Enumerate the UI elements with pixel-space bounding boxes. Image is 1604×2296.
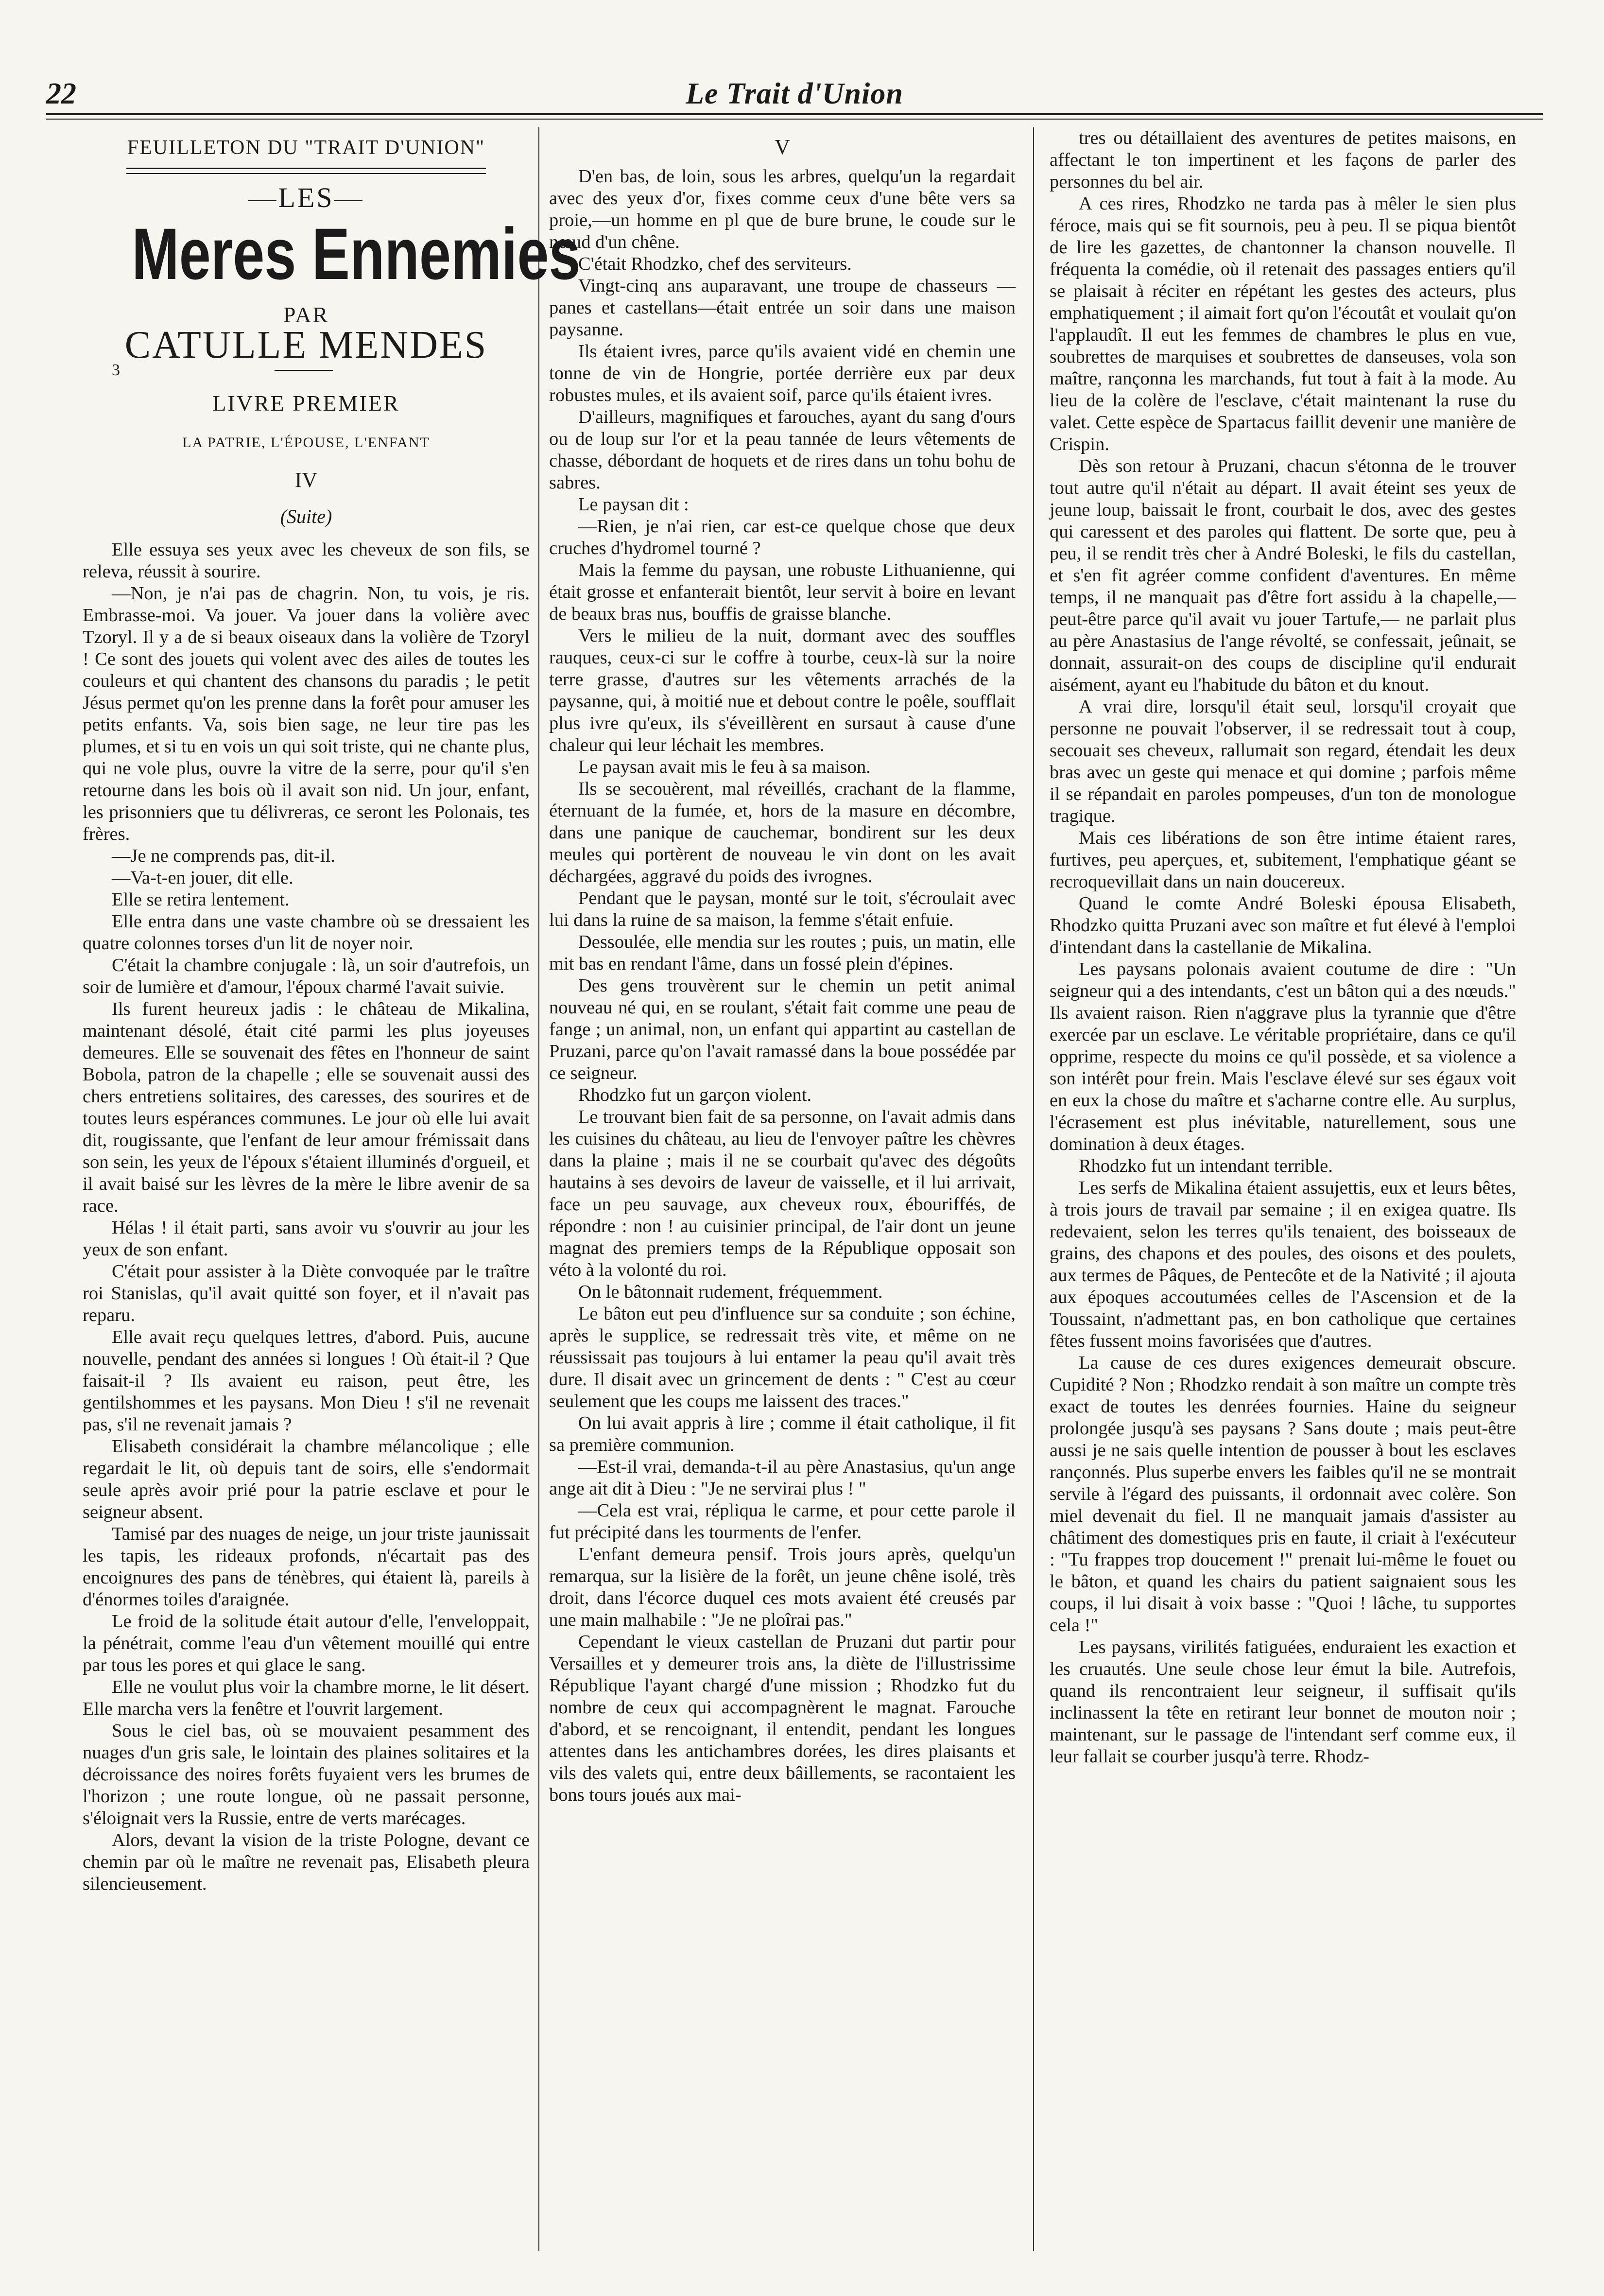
paragraph: D'ailleurs, magnifiques et farouches, ayant du sang d'ours ou de loup sur l'or et la peau tannée de leurs vêtements de chasse, débordant de hoquets et de rires dans un tohu bohu de sabres. bbox=[549, 407, 1016, 493]
paragraph: Dessoulée, elle mendia sur les routes ; puis, un matin, elle mit bas en rendant l'âme, dans un fossé plein d'épines. bbox=[549, 932, 1016, 974]
title-les: —LES— bbox=[248, 182, 364, 213]
continued-label: (Suite) bbox=[280, 505, 332, 527]
paragraph: Alors, devant la vision de la triste Pologne, devant ce chemin par où le maître ne revenait pas, Elisabeth pleura silencieusement. bbox=[83, 1830, 530, 1894]
by-label: PAR bbox=[283, 302, 329, 327]
paragraph: A vrai dire, lorsqu'il était seul, lorsqu'il croyait que personne ne pouvait l'observer, il se redressait tout à coup, secouait ses cheveux, rallumait son regard, étendait les deux bras avec un geste qui menace et qui domine ; parfois même il se répandait en paroles pompeuses, d'un ton de monologue tragique. bbox=[1050, 696, 1516, 826]
paragraph: D'en bas, de loin, sous les arbres, quelqu'un la regardait avec des yeux d'or, fixes comme ceux d'une bête vers sa proie,—un homme en pl que de bure brune, le coude sur le nœud d'un chêne. bbox=[549, 166, 1016, 252]
divider bbox=[275, 370, 333, 371]
paragraph: —Non, je n'ai pas de chagrin. Non, tu vois, je ris. Embrasse-moi. Va jouer. Va jouer dans la volière avec Tzoryl. Il y a de si beaux oiseaux dans la volière de Tzoryl ! Ce sont des jouets qui volent avec des ailes de toutes les couleurs et qui chantent des chansons du paradis ; le petit Jésus permet qu'on les prenne dans la forêt pour amuser les petits enfants. Va, sois bien sage, ne leur tire pas les plumes, et si tu en vois un qui soit triste, qui ne chante plus, qui ne vole plus, ouvre la vitre de la serre, pour qu'il s'en retourne dans les bois où il avait son nid. Un jour, enfant, les prisonniers que tu délivreras, ce seront les Polonais, tes frères. bbox=[83, 583, 530, 844]
paragraph: Pendant que le paysan, monté sur le toit, s'écroulait avec lui dans la ruine de sa maison, la femme s'était enfuie. bbox=[549, 888, 1016, 930]
paragraph: —Est-il vrai, demanda-t-il au père Anastasius, qu'un ange ange ait dit à Dieu : "Je ne servirai plus ! " bbox=[549, 1457, 1016, 1499]
column-3 bbox=[1050, 127, 1516, 2256]
paragraph: Dès son retour à Pruzani, chacun s'étonna de le trouver tout autre qu'il n'était au départ. Il avait éteint ses yeux de jeune loup, baissait le front, courbait le dos, avec des gestes qui caressent et des paroles qui flattent. De sorte que, peu à peu, il se rendit très cher à André Boleski, le fils du castellan, et s'en fit agréer comme confident d'aventures. En même temps, il ne manquait pas d'être fort assidu à la chapelle,— peut-être parce qu'il avait vu jouer Tartufe,— ne parlait plus au père Anastasius de l'ange révolté, se confessait, jeûnait, se donnait, assurait-on des coups de discipline qu'il endurait aisément, ayant eu l'habitude du bâton et du knout. bbox=[1050, 456, 1516, 695]
paragraph: Elle ne voulut plus voir la chambre morne, le lit désert. Elle marcha vers la fenêtre et l'ouvrit largement. bbox=[83, 1677, 530, 1719]
paragraph: Mais ces libérations de son être intime étaient rares, furtives, peu aperçues, et, subitement, l'emphatique géant se recroquevillait dans un nain doucereux. bbox=[1050, 828, 1516, 892]
journal-title: Le Trait d'Union bbox=[686, 77, 903, 110]
paragraph: Ils se secouèrent, mal réveillés, crachant de la flamme, éternuant de la fumée, et, hors de la masure en décombre, dans une panique de cauchemar, bondirent sur les deux meules qui portèrent de nouveau le vin dont on les avait déchargées, aggravé du poids des ivrognes. bbox=[549, 779, 1016, 887]
paragraph: C'était pour assister à la Diète convoquée par le traître roi Stanislas, qu'il avait quitté son foyer, et il n'avait pas reparu. bbox=[83, 1261, 530, 1325]
feuilleton-heading: FEUILLETON DU "TRAIT D'UNION" bbox=[127, 137, 485, 159]
column-3-body bbox=[1050, 127, 1516, 1768]
installment-row bbox=[83, 359, 530, 388]
page-number: 22 bbox=[46, 77, 76, 110]
paragraph: Elisabeth considérait la chambre mélancolique ; elle regardait le lit, où depuis tant de soirs, elle s'endormait seule après avoir prié pour la patrie esclave et pour le seigneur absent. bbox=[83, 1436, 530, 1522]
paragraph: Elle se retira lentement. bbox=[112, 889, 290, 910]
paragraph: Des gens trouvèrent sur le chemin un petit animal nouveau né qui, en se roulant, s'était fait comme une peau de fange ; un animal, non, un enfant qui appartint au castellan de Pruzani, parce qu'on l'avait ramassé dans la boue possédée par ce seigneur. bbox=[549, 975, 1016, 1083]
column-2 bbox=[549, 127, 1016, 2256]
installment-number: 3 bbox=[112, 361, 120, 379]
chapter-number: V bbox=[775, 135, 790, 159]
paragraph: Ils furent heureux jadis : le château de Mikalina, maintenant désolé, était cité parmi les plus joyeuses demeures. Elle se souvenait des fêtes en l'honneur de saint Bobola, patron de la chapelle ; elle se souvenait aussi des chers entretiens solitaires, des caresses, des sourires et de toutes leurs espérances communes. Le jour où elle lui avait dit, rougissante, que l'enfant de leur amour frémissait dans son sein, les yeux de l'époux s'étaient illuminés d'orgueil, et il avait baisé sur les lèvres de la mère le libre avenir de sa race. bbox=[83, 999, 530, 1216]
chapter-number: IV bbox=[294, 468, 318, 492]
paragraph: Rhodzko fut un intendant terrible. bbox=[1079, 1156, 1333, 1176]
paragraph: L'enfant demeura pensif. Trois jours après, quelqu'un remarqua, sur la lisière de la forêt, un jeune chêne isolé, très droit, dans l'écorce duquel ces mots avaient été creusés par une main malhabile : "Je ne ploîrai pas." bbox=[549, 1544, 1016, 1630]
paragraph: Hélas ! il était parti, sans avoir vu s'ouvrir au jour les yeux de son enfant. bbox=[83, 1218, 530, 1260]
column-2-body bbox=[549, 166, 1016, 1806]
paragraph: Les paysans, virilités fatiguées, enduraient les exaction et les cruautés. Une seule chose leur émut la bile. Autrefois, quand ils rencontraient leur seigneur, il suffisait qu'ils inclinassent la tête en retirant leur bonnet de mouton noir ; maintenant, sur le passage de l'intendant serf comme eux, il leur fallait se courber jusqu'à terre. Rhodz- bbox=[1050, 1637, 1516, 1767]
book-subtitle: LA PATRIE, L'ÉPOUSE, L'ENFANT bbox=[182, 435, 430, 451]
paragraph: On lui avait appris à lire ; comme il était catholique, il fit sa première communion. bbox=[549, 1413, 1016, 1455]
paragraph: Cependant le vieux castellan de Pruzani dut partir pour Versailles et y demeurer trois ans, la diète de l'illustrissime République l'ayant chargé d'une mission ; Rhodzko fut du nombre de ceux qui accompagnèrent le magnat. Farouche d'abord, et se rencoignant, il entendit, pendant les longues attentes dans les antichambres dorées, les dires plaisants et vils des valets qui, entre deux bâillements, se racontaient les bons tours joués aux mai- bbox=[549, 1632, 1016, 1805]
paragraph: Les paysans polonais avaient coutume de dire : "Un seigneur qui a des intendants, c'est un bâton qui a des nœuds." Ils avaient raison. Rien n'aggrave plus la tyrannie que d'être exercée par un esclave. Le véritable propriétaire, dans ce qu'il opprime, respecte du moins ce qu'il possède, et sa violence a son intérêt pour frein. Mais l'esclave élevé sur ses égaux voit en eux la chose du maître et s'acharne contre elle. Au surplus, l'écrasement est plus inévitable, naturellement, sous une domination à deux étages. bbox=[1050, 959, 1516, 1154]
paragraph: On le bâtonnait rudement, fréquemment. bbox=[578, 1282, 883, 1302]
paragraph: Le froid de la solitude était autour d'elle, l'enveloppait, la pénétrait, comme l'eau d'un vêtement mouillé qui entre par tous les pores et qui glace le sang. bbox=[83, 1611, 530, 1675]
paragraph: —Va-t-en jouer, dit elle. bbox=[112, 868, 293, 888]
paragraph: Le paysan dit : bbox=[578, 494, 689, 515]
novel-title: Meres Ennemies bbox=[132, 213, 581, 295]
column-1-body bbox=[83, 539, 530, 1895]
column-1 bbox=[83, 127, 581, 2256]
paragraph: Rhodzko fut un garçon violent. bbox=[578, 1085, 812, 1105]
paragraph: La cause de ces dures exigences demeurait obscure. Cupidité ? Non ; Rhodzko rendait à son maître un compte très exact de toutes les denrées fournies. Haine du seigneur prolongée jusqu'à ses paysans ? Sans doute ; mais peut-être aussi je ne sais quelle intention de pousser à bout les esclaves rançonnés. Plus superbe envers les faibles qu'il ne se montrait servile à l'égard des puissants, il ordonnait avec colère. Son miel devenait du fiel. Il ne manquait jamais d'assister au châtiment des domestiques pris en faute, il criait à l'exécuteur : "Tu frappes trop doucement !" prenait lui-même le fouet ou le bâton, et quand les chairs du patient saignaient sous les coups, il lui disait à voix basse : "Quoi ! lâche, tu supportes cela !" bbox=[1050, 1353, 1516, 1635]
divider bbox=[126, 173, 486, 174]
header-rule bbox=[46, 113, 1543, 115]
page-header bbox=[46, 73, 1543, 117]
paragraph: tres ou détaillaient des aventures de petites maisons, en affectant le ton impertinent et les façons de parler des personnes du bel air. bbox=[1050, 128, 1516, 192]
paragraph: A ces rires, Rhodzko ne tarda pas à mêler le sien plus féroce, mais qui se fit sournois, peu à peu. Il se piqua bientôt de lire les gazettes, de chantonner la chanson nouvelle. Il fréquenta la comédie, où il retenait des passages entiers qu'il se plaisait à réciter en répétant les gestes des acteurs, plus emphatiquement ; il aimait fort qu'on l'écoutât et voulait qu'on l'applaudît. Il eut les femmes de chambres le plus en vue, soubrettes de marquises et soubrettes de danseuses, vola son maître, rançonna les marchands, fut tout à fait à la mode. Au lieu de la colère de l'esclave, c'était maintenant la ruse du valet. Cette espèce de Spartacus faillit devenir une manière de Crispin. bbox=[1050, 193, 1516, 454]
paragraph: Sous le ciel bas, où se mouvaient pesamment des nuages d'un gris sale, le lointain des plaines solitaires et la décroissance des noires forêts fuyaient vers les brumes de l'horizon ; une route longue, où ne passait personne, s'éloignait vers la Russie, entre de verts marécages. bbox=[83, 1721, 530, 1828]
paragraph: Les serfs de Mikalina étaient assujettis, eux et leurs bêtes, à trois jours de travail par semaine ; il en exigea quatre. Ils redevaient, selon les terres qu'ils tenaient, des boisseaux de grains, des chapons et des poules, des oisons et des poulets, aux termes de Pâques, de Pentecôte et de la Nativité ; il ajouta aux époques accoutumées celles de l'Ascension et de la Toussaint, n'admettant pas, en bon catholique que certaines fêtes fussent moins favorisées que d'autres. bbox=[1050, 1178, 1516, 1351]
paragraph: Vingt-cinq ans auparavant, une troupe de chasseurs — panes et castellans—était entrée un soir dans une maison paysanne. bbox=[549, 276, 1016, 340]
header-rule-thin bbox=[46, 119, 1543, 120]
paragraph: C'était Rhodzko, chef des serviteurs. bbox=[578, 254, 852, 274]
paragraph: Quand le comte André Boleski épousa Elisabeth, Rhodzko quitta Pruzani avec son maître et fut élevé à l'emploi d'intendant dans la castellanie de Mikalina. bbox=[1050, 893, 1516, 957]
column-divider bbox=[1033, 127, 1034, 2251]
paragraph: Vers le milieu de la nuit, dormant avec des souffles rauques, ceux-ci sur le coffre à tourbe, ceux-là sur la noire terre grasse, d'autres sur les vêtements arrachés de la paysanne, qui, à moitié nue et debout contre le poêle, soufflait plus ivre qu'eux, ils s'éveillèrent en sursaut à cause d'une chaleur qui leur léchait les membres. bbox=[549, 626, 1016, 755]
author-name: CATULLE MENDES bbox=[124, 324, 488, 366]
paragraph: Elle essuya ses yeux avec les cheveux de son fils, se releva, réussit à sourire. bbox=[83, 539, 530, 582]
paragraph: —Rien, je n'ai rien, car est-ce quelque chose que deux cruches d'hydromel tourné ? bbox=[549, 516, 1016, 558]
paragraph: Elle avait reçu quelques lettres, d'abord. Puis, aucune nouvelle, pendant des années si longues ! Où était-il ? Que faisait-il ? Ils avaient eu raison, peut être, les gentilshommes et les paysans. Mon Dieu ! s'il ne revenait pas, s'il ne revenait jamais ? bbox=[83, 1327, 530, 1435]
paragraph: Le trouvant bien fait de sa personne, on l'avait admis dans les cuisines du château, au lieu de l'envoyer paître les chèvres dans la plaine ; mais il ne se courbait qu'avec des dégoûts hautains à ses devoirs de laveur de vaisselle, et il lui arrivait, face un peu sauvage, aux cheveux roux, ébouriffés, de répondre : non ! au cuisinier principal, de l'air dont un jeune magnat des premiers temps de la République opposait son véto à la volonté du roi. bbox=[549, 1107, 1016, 1280]
paragraph: Elle entra dans une vaste chambre où se dressaient les quatre colonnes torses d'un lit de noyer noir. bbox=[83, 911, 530, 954]
paragraph: —Je ne comprends pas, dit-il. bbox=[112, 846, 335, 866]
paragraph: Le paysan avait mis le feu à sa maison. bbox=[578, 757, 871, 777]
paragraph: —Cela est vrai, répliqua le carme, et pour cette parole il fut précipité dans les tourments de l'enfer. bbox=[549, 1500, 1016, 1543]
paragraph: C'était la chambre conjugale : là, un soir d'autrefois, un soir de lumière et d'amour, l'époux charmé l'avait suivie. bbox=[83, 955, 530, 997]
paragraph: Le bâton eut peu d'influence sur sa conduite ; son échine, après le supplice, se redressait très vite, et même on ne réussissait pas toujours à lui entamer la peau qu'il avait très dure. Il disait avec un grincement de dents : " C'est au cœur seulement que les coups me laissent des traces." bbox=[549, 1304, 1016, 1411]
paragraph: Mais la femme du paysan, une robuste Lithuanienne, qui était grosse et enfanterait bientôt, leur servit à boire en levant de beaux bras nus, bouffis de graisse blanche. bbox=[549, 560, 1016, 624]
paragraph: Tamisé par des nuages de neige, un jour triste jaunissait les tapis, les rideaux profonds, n'écartait pas des encoignures des pans de ténèbres, qui étaient là, pareils à d'énormes toiles d'araignée. bbox=[83, 1524, 530, 1610]
column-divider bbox=[538, 127, 539, 2251]
paragraph: Ils étaient ivres, parce qu'ils avaient vidé en chemin une tonne de vin de Hongrie, portée derrière eux par deux robustes mules, et ils avaient soif, parce qu'ils étaient ivres. bbox=[549, 341, 1016, 405]
book-heading: LIVRE PREMIER bbox=[212, 391, 400, 416]
divider bbox=[126, 168, 486, 169]
